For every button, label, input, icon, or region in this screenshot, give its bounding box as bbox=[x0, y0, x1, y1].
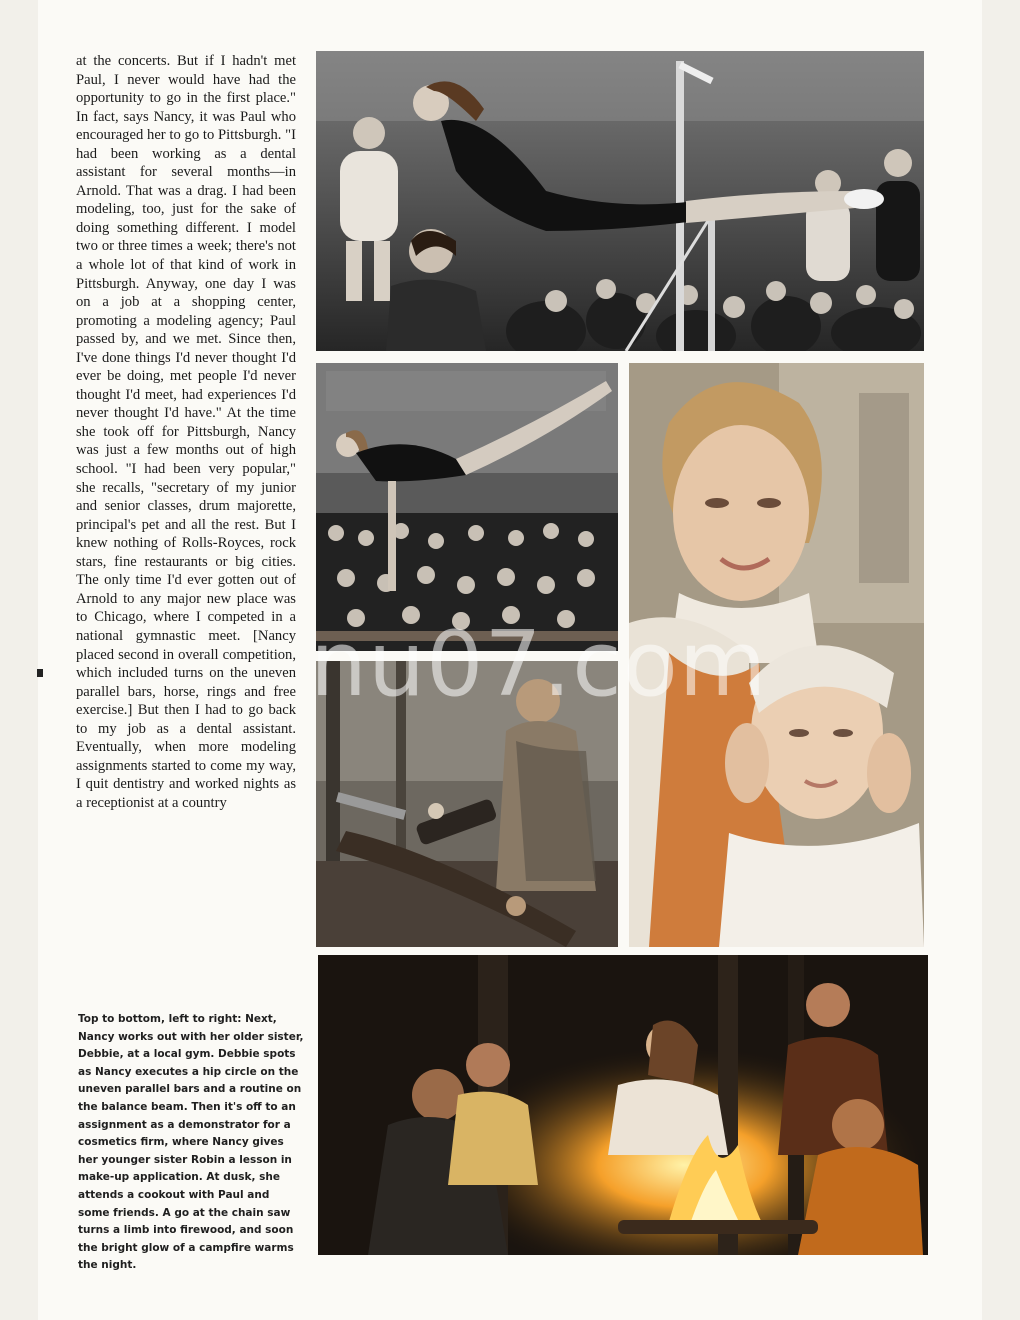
photo-balance-beam bbox=[316, 363, 618, 651]
margin-mark bbox=[37, 669, 43, 677]
photo-makeup-lesson bbox=[629, 363, 924, 947]
photo-chain-saw bbox=[316, 661, 618, 947]
photo-uneven-bars bbox=[316, 51, 924, 351]
watermark-text: nu07.com bbox=[310, 612, 768, 717]
article-body-text: at the concerts. But if I hadn't met Paul, I never would have had the opportunity to go in the first place." In fact, says Nancy, it was Paul who encouraged her to go to Pittsburgh. "I had been working as a dental assistant for several months—in Arnold. That was a drag. I had been modeling, too, just for the sake of doing something different. I model two or three times a week; there's not a whole lot of that kind of work in Pittsburgh. Anyway, one day I was on a job at a shopping center, promoting a modeling agency; Paul passed by, and we met. Since then, I've done things I'd never thought I'd ever be doing, met people I'd never thought I'd meet, had experiences I'd never thought I'd have." At the time she took off for Pittsburgh, Nancy was just a few months out of high school. "I had been very popular," she recalls, "secretary of my junior and senior classes, drum majorette, principal's pet and all the rest. But I knew nothing of Rolls-Royces, rock stars, fine restaurants or big cities. The only time I'd ever gotten out of Arnold to any major new place was to Chicago, where I competed in a national gymnastic meet. [Nancy placed second in overall competition, which included turns on the uneven parallel bars, horse, rings and free exercise.] But then I had to go back to my job as a dental assistant. Eventually, when more modeling assignments started to come my way, I quit dentistry and worked nights as a receptionist at a country bbox=[76, 53, 296, 811]
photo-caption: Top to bottom, left to right: Next, Nancy works out with her older sister, Debbie, at a local gym. Debbie spots as Nancy executes a hip circle on the uneven parallel bars and a routine on the balance beam. Then it's off to an assignment as a demonstrator for a cosmetics firm, where Nancy gives her younger sister Robin a lesson in make-up application. At dusk, she attends a cookout with Paul and some friends. A go at the chain saw turns a limb into firewood, and soon the bright glow of a campfire warms the night. bbox=[78, 1013, 304, 1272]
photo-campfire bbox=[318, 955, 928, 1255]
